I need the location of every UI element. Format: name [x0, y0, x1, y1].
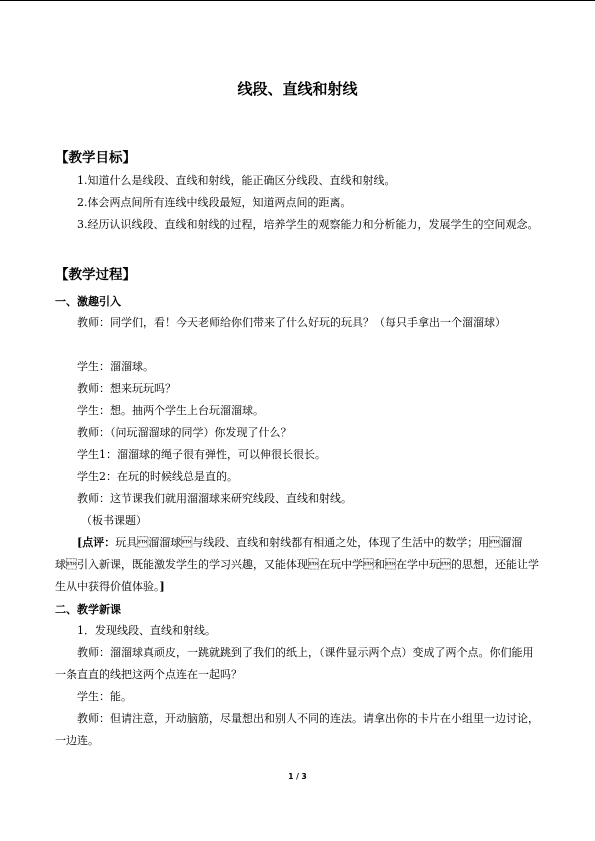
objective-3: 3.经历认识线段、直线和射线的过程，培养学生的观察能力和分析能力，发展学生的空间观念。 [77, 218, 539, 231]
dialogue-line: 学生：能。 [77, 690, 132, 703]
header-rule [0, 0, 595, 1]
dialogue-line: 1．发现线段、直线和射线。 [77, 624, 216, 637]
dialogue-line: 学生2：在玩的时候线总是直的。 [77, 470, 238, 483]
dialogue-line: 教师：同学们，看！今天老师给你们带来了什么好玩的玩具？（每只手拿出一个溜溜球） [77, 316, 506, 329]
dialogue-line: 教师：想来玩玩吗？ [77, 382, 176, 395]
comment-text: 玩具溜溜球与线段、直线和射线都有相通之处，体现了生活中的数学；用溜溜球引入新课，既能激发学生的学习兴趣，又能体现在玩中学和在学中玩的思想，还能让学生从中获得价值体验。 [55, 536, 539, 593]
part2-heading: 二、教学新课 [55, 603, 121, 616]
dialogue-line: 教师：（问玩溜溜球的同学）你发现了什么？ [77, 426, 292, 439]
objective-2: 2.体会两点间所有连线中线段最短，知道两点间的距离。 [77, 196, 352, 209]
objective-1: 1.知道什么是线段、直线和射线，能正确区分线段、直线和射线。 [77, 174, 396, 187]
process-heading: 【教学过程】 [55, 267, 136, 283]
part1-heading: 一、激趣引入 [55, 295, 121, 308]
dialogue-line: 学生：溜溜球。 [77, 360, 154, 373]
dialogue-line: 教师：溜溜球真顽皮，一跳就跳到了我们的纸上，（课件显示两个点）变成了两个点。你们能用一条直直的线把这两个点连在一起吗？ [55, 646, 534, 681]
board-note: （板书课题） [81, 514, 147, 527]
dialogue-line: 学生1：溜溜球的绳子很有弹性，可以伸很长很长。 [77, 448, 326, 461]
objectives-heading: 【教学目标】 [55, 150, 136, 166]
dialogue-line: 教师：但请注意，开动脑筋，尽量想出和别人不同的连法。请拿出你的卡片在小组里一边讨论，一边连。 [55, 712, 539, 747]
dialogue-line: 教师：这节课我们就用溜溜球来研究线段、直线和射线。 [77, 492, 352, 505]
page-number: 1 / 3 [288, 772, 307, 781]
comment-label: [点评： [77, 536, 116, 549]
comment-paragraph [55, 532, 540, 598]
document-title: 线段、直线和射线 [237, 80, 358, 98]
comment-end: ] [159, 580, 165, 593]
dialogue-line: 学生：想。抽两个学生上台玩溜溜球。 [77, 404, 264, 417]
